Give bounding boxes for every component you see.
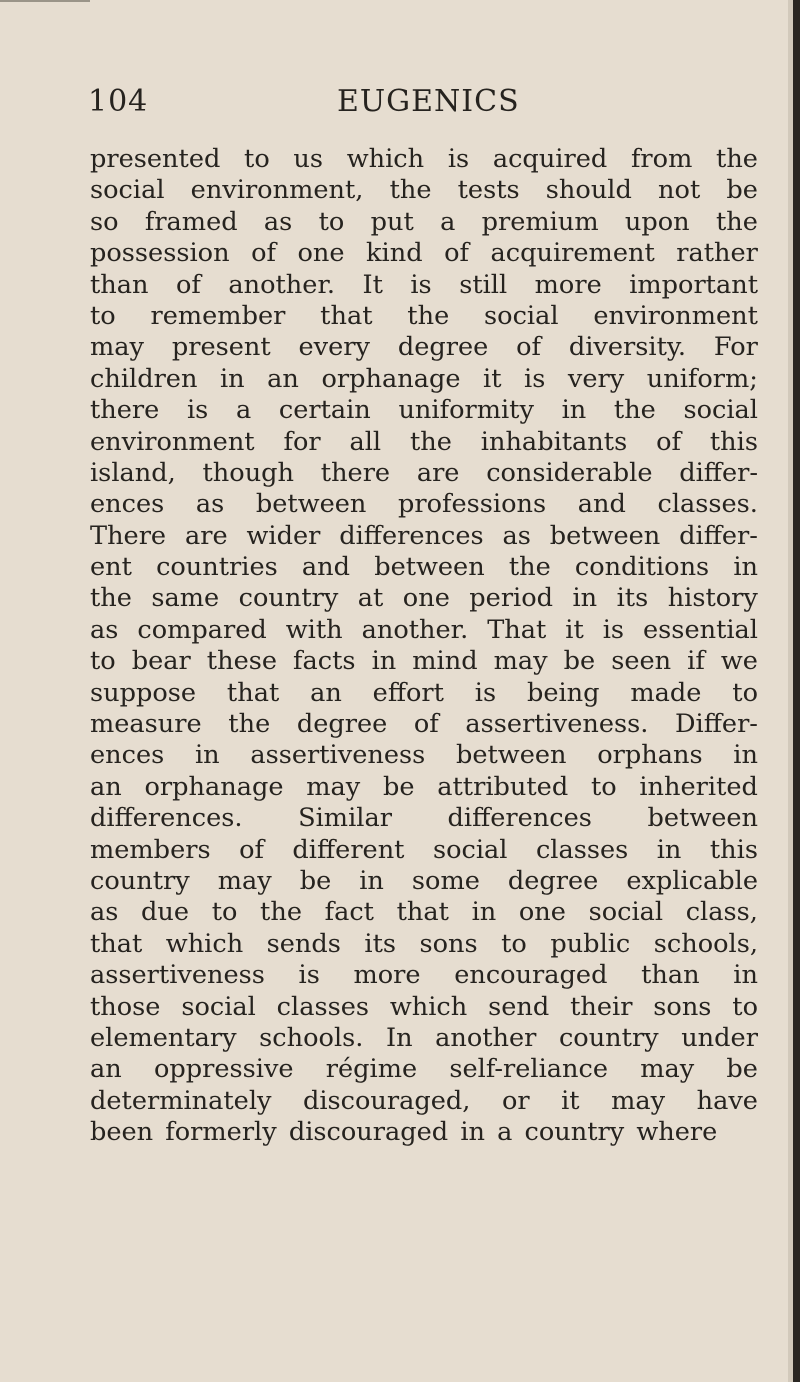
page-number: 104: [88, 84, 149, 119]
word: premium: [481, 206, 599, 237]
word: there: [90, 395, 160, 426]
text-line: [90, 1086, 758, 1117]
word: than: [641, 960, 700, 991]
word: of: [176, 269, 201, 300]
word: There: [90, 520, 167, 551]
word: orphanage: [144, 771, 284, 802]
word: period: [469, 583, 554, 614]
word: of: [516, 332, 541, 363]
word: sends: [266, 928, 341, 959]
text-line: [90, 740, 758, 771]
word: In: [385, 1022, 413, 1053]
text-line: [90, 175, 758, 206]
word: kind: [366, 238, 423, 269]
word: of: [251, 238, 276, 269]
word: to: [501, 928, 527, 959]
word: us: [293, 144, 324, 174]
text-line: [90, 270, 758, 301]
word: from: [630, 144, 693, 174]
word: between: [455, 740, 567, 771]
body-text: [90, 144, 758, 1149]
word: may: [640, 1054, 695, 1085]
word: in: [359, 865, 384, 896]
word: compared: [137, 614, 267, 645]
word: classes.: [657, 489, 758, 520]
word: assertiveness: [90, 960, 265, 991]
word: schools,: [653, 928, 758, 959]
word: the: [260, 897, 302, 928]
word: it: [565, 614, 584, 645]
word: due: [141, 897, 190, 928]
word: acquirement: [490, 238, 655, 269]
page-header: [0, 78, 800, 128]
word: the: [715, 206, 758, 237]
word: in: [371, 646, 397, 677]
word: is: [602, 614, 625, 645]
word: to: [90, 646, 116, 677]
word: all: [349, 426, 382, 457]
word: another.: [228, 269, 335, 300]
word: differences: [447, 803, 592, 834]
word: acquired: [492, 144, 608, 174]
word: between: [255, 489, 367, 520]
word: rather: [676, 238, 758, 269]
word: the: [716, 144, 758, 174]
word: the: [407, 300, 450, 331]
word: between: [374, 552, 485, 583]
text-line: [90, 301, 758, 332]
word: are: [416, 457, 460, 488]
word: elementary: [90, 1022, 237, 1053]
word: put: [370, 206, 414, 237]
word: orphans: [597, 740, 703, 771]
word: fact: [324, 897, 374, 928]
word: be: [726, 175, 758, 206]
word: differ-: [679, 457, 758, 488]
word: inhabitants: [480, 426, 628, 457]
word: diversity.: [568, 332, 687, 363]
word: are: [184, 520, 228, 551]
word: measure: [90, 709, 202, 740]
word: to: [732, 677, 758, 708]
word: degree: [397, 332, 489, 363]
word: in: [733, 960, 758, 991]
word: mind: [412, 646, 478, 677]
word: in: [561, 395, 587, 426]
word: one: [518, 897, 566, 928]
word: uniform;: [646, 363, 758, 394]
word: to: [90, 300, 116, 331]
word: facts: [293, 646, 356, 677]
word: between: [647, 803, 758, 834]
word: if: [687, 646, 705, 677]
word: social: [683, 395, 758, 426]
word: history: [667, 583, 758, 614]
text-line: [90, 144, 758, 175]
word: to: [732, 991, 758, 1022]
word: of: [239, 834, 264, 865]
word: a: [235, 395, 252, 426]
word: some: [411, 865, 480, 896]
word: environment: [593, 300, 758, 331]
word: every: [298, 332, 370, 363]
word: should: [545, 175, 632, 206]
word: country: [558, 1022, 659, 1053]
text-line: [90, 427, 758, 458]
word: different: [292, 834, 405, 865]
word: another: [435, 1022, 537, 1053]
word: as: [195, 489, 225, 520]
word: under: [681, 1022, 758, 1053]
text-line: [90, 803, 758, 834]
word: assertiveness.: [465, 709, 649, 740]
word: and: [301, 552, 351, 583]
word: framed: [144, 206, 238, 237]
text-line: [90, 992, 758, 1023]
word: an: [310, 677, 342, 708]
word: not: [658, 175, 701, 206]
word: oppressive: [153, 1054, 294, 1085]
word: in: [733, 740, 758, 771]
word: that: [90, 928, 143, 959]
word: sons: [419, 928, 478, 959]
word: countries: [156, 552, 278, 583]
word: send: [488, 991, 550, 1022]
text-line: [90, 332, 758, 363]
word: may: [493, 646, 548, 677]
top-edge-rule: [0, 0, 90, 2]
word: with: [285, 614, 343, 645]
word: as: [263, 206, 293, 237]
text-line: been formerly discouraged in a country where: [90, 1117, 718, 1148]
word: island,: [90, 457, 176, 488]
word: another.: [361, 614, 469, 645]
word: may: [90, 332, 144, 363]
word: is: [410, 269, 432, 300]
word: public: [550, 928, 631, 959]
text-line: [90, 552, 758, 583]
text-line: [90, 646, 758, 677]
word: an: [90, 771, 122, 802]
text-line: [90, 709, 758, 740]
word: country: [90, 865, 190, 896]
word: present: [171, 332, 271, 363]
word: class,: [685, 897, 758, 928]
text-line: [90, 521, 758, 552]
word: though: [202, 457, 295, 488]
word: social: [588, 897, 664, 928]
word: in: [572, 583, 598, 614]
word: its: [616, 583, 649, 614]
word: is: [186, 395, 209, 426]
word: the: [228, 709, 271, 740]
word: of: [413, 709, 439, 740]
word: That: [487, 614, 547, 645]
word: children: [90, 363, 198, 394]
word: ences: [90, 740, 165, 771]
word: that: [396, 897, 449, 928]
word: and: [577, 489, 626, 520]
word: the: [508, 552, 551, 583]
text-line: [90, 960, 758, 991]
word: be: [726, 1054, 758, 1085]
word: it: [483, 363, 502, 394]
word: may: [611, 1085, 666, 1116]
text-line: [90, 207, 758, 238]
word: determinately: [90, 1085, 272, 1116]
word: important: [629, 269, 758, 300]
word: environment: [90, 426, 255, 457]
word: professions: [397, 489, 547, 520]
word: It: [362, 269, 383, 300]
word: as: [90, 614, 119, 645]
word: social: [432, 834, 508, 865]
word: encouraged: [454, 960, 608, 991]
word: differences: [339, 520, 484, 551]
word: the: [90, 583, 132, 614]
word: at: [357, 583, 384, 614]
word: it: [561, 1085, 580, 1116]
text-line: [90, 364, 758, 395]
word: degree: [296, 709, 388, 740]
text-line: [90, 866, 758, 897]
word: upon: [624, 206, 690, 237]
word: orphanage: [321, 363, 461, 394]
word: that: [320, 300, 373, 331]
word: Similar: [298, 803, 392, 834]
word: or: [501, 1085, 530, 1116]
word: For: [713, 332, 758, 363]
word: remember: [150, 300, 286, 331]
text-line: [90, 929, 758, 960]
text-line: [90, 678, 758, 709]
word: differ-: [679, 520, 758, 551]
word: its: [364, 928, 397, 959]
word: is: [474, 677, 497, 708]
word: still: [459, 269, 508, 300]
word: made: [630, 677, 702, 708]
word: to: [318, 206, 345, 237]
word: be: [563, 646, 596, 677]
word: suppose: [90, 677, 197, 708]
word: as: [502, 520, 531, 551]
word: in: [656, 834, 682, 865]
word: sons: [653, 991, 712, 1022]
word: uniformity: [398, 395, 534, 426]
text-line: [90, 395, 758, 426]
word: very: [567, 363, 625, 394]
word: classes: [535, 834, 629, 865]
word: that: [226, 677, 280, 708]
text-line: [90, 1054, 758, 1085]
word: in: [471, 897, 497, 928]
word: considerable: [486, 457, 653, 488]
page-edge: [793, 0, 800, 1382]
word: possession: [90, 238, 230, 269]
text-line: [90, 772, 758, 803]
word: social: [90, 175, 165, 206]
word: than: [90, 269, 149, 300]
word: this: [709, 426, 758, 457]
word: the: [409, 426, 452, 457]
word: essential: [643, 614, 758, 645]
text-line: [90, 835, 758, 866]
word: may: [217, 865, 272, 896]
word: is: [447, 144, 470, 174]
word: which: [165, 928, 244, 959]
word: being: [526, 677, 600, 708]
word: certain: [278, 395, 371, 426]
text-line: [90, 1023, 758, 1054]
word: of: [444, 238, 470, 269]
word: the: [389, 175, 432, 206]
word: to: [211, 897, 238, 928]
word: an: [267, 363, 299, 394]
text-line: [90, 458, 758, 489]
word: be: [299, 865, 332, 896]
word: between: [549, 520, 661, 551]
word: one: [297, 238, 345, 269]
word: attributed: [437, 771, 569, 802]
word: inherited: [639, 771, 758, 802]
word: differences.: [90, 803, 243, 834]
word: in: [733, 552, 758, 583]
word: conditions: [574, 552, 710, 583]
word: there: [320, 457, 391, 488]
word: in: [194, 740, 220, 771]
word: classes: [276, 991, 369, 1022]
word: ences: [90, 489, 165, 520]
word: régime: [325, 1054, 418, 1085]
word: environment,: [190, 175, 364, 206]
word: schools.: [259, 1022, 364, 1053]
text-line: [90, 615, 758, 646]
word: same: [151, 583, 220, 614]
word: the: [613, 395, 656, 426]
text-line: [90, 583, 758, 614]
word: ent: [90, 552, 132, 583]
word: which: [389, 991, 468, 1022]
word: an: [90, 1054, 122, 1085]
word: bear: [131, 646, 191, 677]
word: wider: [246, 520, 321, 551]
word: for: [283, 426, 321, 457]
word: a: [440, 206, 456, 237]
word: members: [90, 834, 211, 865]
word: is: [298, 960, 320, 991]
word: as: [90, 897, 119, 928]
word: to: [590, 771, 617, 802]
word: in: [219, 363, 245, 394]
text-line: [90, 489, 758, 520]
word: Differ-: [675, 709, 758, 740]
word: one: [402, 583, 450, 614]
word: so: [90, 206, 119, 237]
word: self-reliance: [449, 1054, 609, 1085]
word: to: [244, 144, 270, 174]
word: be: [383, 771, 415, 802]
word: their: [570, 991, 633, 1022]
word: these: [206, 646, 277, 677]
text-line: [90, 238, 758, 269]
word: presented: [90, 144, 221, 174]
word: we: [720, 646, 758, 677]
word: explicable: [626, 865, 758, 896]
text-line: [90, 897, 758, 928]
word: more: [534, 269, 602, 300]
word: tests: [457, 175, 520, 206]
word: of: [656, 426, 681, 457]
word: may: [306, 771, 361, 802]
word: country: [238, 583, 339, 614]
word: effort: [372, 677, 444, 708]
running-head: EUGENICS: [337, 84, 520, 119]
word: which: [346, 144, 425, 174]
word: is: [524, 363, 546, 394]
word: degree: [507, 865, 599, 896]
word: discouraged,: [302, 1085, 471, 1116]
word: have: [696, 1085, 758, 1116]
word: assertiveness: [250, 740, 426, 771]
word: social: [181, 991, 256, 1022]
word: social: [484, 300, 559, 331]
word: more: [353, 960, 421, 991]
word: those: [90, 991, 161, 1022]
word: this: [709, 834, 758, 865]
word: seen: [611, 646, 672, 677]
